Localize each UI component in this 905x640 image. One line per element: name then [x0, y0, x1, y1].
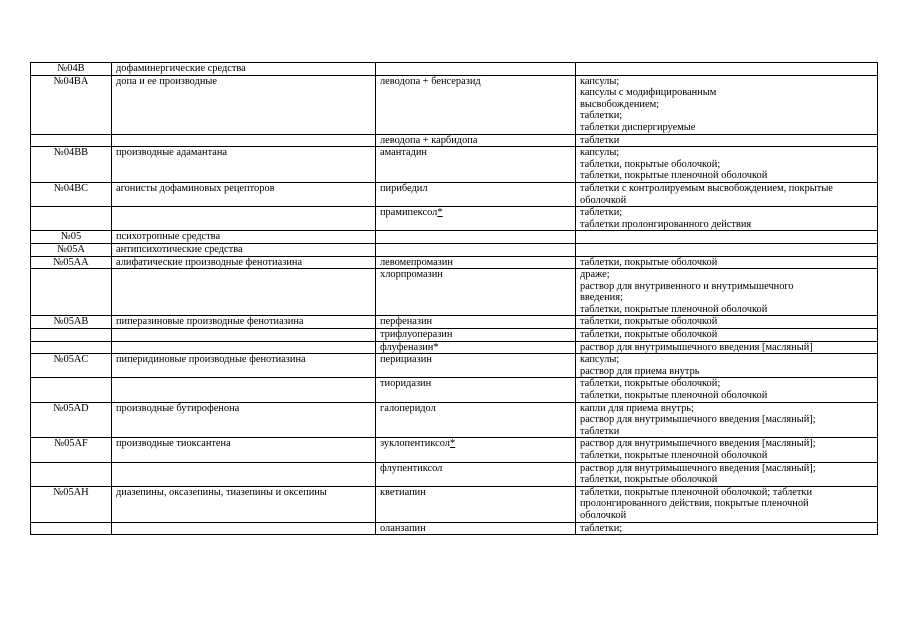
drug-name: флуфеназин [380, 341, 434, 353]
dosage-form-cell [576, 486, 878, 522]
dosage-form-cell [576, 402, 878, 438]
atc-code-cell [31, 462, 112, 486]
table-row [31, 134, 878, 147]
dosage-form-cell [576, 269, 878, 316]
dosage-form-cell [576, 354, 878, 378]
atc-code-cell: №05AH [31, 486, 112, 522]
dosage-form-line: раствор для внутримышечного введения [масляный]; [580, 438, 816, 450]
anatomical-therapeutic-group-cell: пиперидиновые производные фенотиазина [112, 354, 376, 378]
dosage-form-line: пролонгированного действия, покрытые пленочной [580, 498, 809, 510]
drug-name-cell [376, 378, 576, 402]
drug-name-cell [376, 256, 576, 269]
dosage-form-line: капсулы; [580, 147, 620, 159]
drug-name-cell [376, 269, 576, 316]
dosage-form-line: капли для приема внутрь; [580, 402, 694, 414]
atc-code-cell: №05A [31, 243, 112, 256]
dosage-form-cell [576, 147, 878, 183]
atc-code-cell [31, 269, 112, 316]
dosage-form-line: таблетки, покрытые пленочной оболочкой; таблетки [580, 486, 813, 498]
drug-name-cell [376, 75, 576, 134]
drug-classification-table [30, 62, 878, 535]
anatomical-therapeutic-group-cell [112, 269, 376, 316]
dosage-form-cell [576, 231, 878, 244]
atc-code-cell: №05AD [31, 402, 112, 438]
dosage-form-line: таблетки; [580, 522, 623, 534]
drug-name: прамипексол [380, 207, 438, 219]
drug-name: тиоридазин [380, 378, 432, 390]
dosage-form-cell [576, 329, 878, 342]
asterisk-mark: * [437, 207, 443, 219]
drug-name: кветиапин [380, 486, 426, 498]
anatomical-therapeutic-group-cell: алифатические производные фенотиазина [112, 256, 376, 269]
drug-name: леводопа + карбидопа [380, 134, 478, 146]
dosage-form-line: таблетки, покрытые пленочной оболочкой [580, 303, 768, 315]
atc-code-cell [31, 207, 112, 231]
anatomical-therapeutic-group-cell: диазепины, оксазепины, тиазепины и оксепины [112, 486, 376, 522]
dosage-form-line: таблетки; [580, 110, 623, 122]
drug-name-cell [376, 63, 576, 76]
atc-code-cell [31, 134, 112, 147]
drug-name: перфеназин [380, 316, 433, 328]
atc-code-cell: №04BA [31, 75, 112, 134]
atc-code-cell: №04BB [31, 147, 112, 183]
table-row [31, 438, 878, 462]
drug-name-cell [376, 402, 576, 438]
dosage-form-line: капсулы с модифицированным [580, 87, 717, 99]
drug-name: амантадин [380, 147, 427, 159]
table-row [31, 486, 878, 522]
atc-code-cell: №04BC [31, 182, 112, 206]
table-row [31, 522, 878, 535]
dosage-form-line: таблетки, покрытые оболочкой; [580, 378, 721, 390]
dosage-form-line: таблетки пролонгированного действия [580, 218, 752, 230]
drug-name-cell [376, 243, 576, 256]
atc-code-cell: №05AF [31, 438, 112, 462]
anatomical-therapeutic-group-cell: агонисты дофаминовых рецепторов [112, 182, 376, 206]
anatomical-therapeutic-group-cell: антипсихотические средства [112, 243, 376, 256]
dosage-form-cell [576, 522, 878, 535]
dosage-form-line: раствор для внутримышечного введения [масляный] [580, 341, 813, 353]
drug-name: левомепромазин [380, 256, 453, 268]
dosage-form-cell [576, 438, 878, 462]
drug-name: трифлуоперазин [380, 329, 453, 341]
drug-name-cell [376, 316, 576, 329]
drug-name: оланзапин [380, 522, 426, 534]
drug-name-cell [376, 329, 576, 342]
drug-name-cell [376, 462, 576, 486]
drug-name-cell [376, 182, 576, 206]
dosage-form-line: таблетки [580, 134, 620, 146]
atc-code-cell: №05 [31, 231, 112, 244]
dosage-form-line: высвобождением; [580, 98, 660, 110]
dosage-form-line: оболочкой [580, 509, 627, 521]
dosage-form-line: введения; [580, 292, 623, 304]
dosage-form-line: раствор для внутримышечного введения [масляный]; [580, 414, 816, 426]
dosage-form-line: драже; [580, 269, 610, 281]
dosage-form-line: таблетки, покрытые оболочкой [580, 474, 718, 486]
atc-code-cell: №04B [31, 63, 112, 76]
drug-name: леводопа + бенсеразид [380, 75, 481, 87]
dosage-form-line: раствор для приема внутрь [580, 365, 700, 377]
atc-code-cell [31, 522, 112, 535]
dosage-form-cell [576, 256, 878, 269]
drug-name: флупентиксол [380, 462, 443, 474]
dosage-form-cell [576, 316, 878, 329]
table-row [31, 231, 878, 244]
anatomical-therapeutic-group-cell: психотропные средства [112, 231, 376, 244]
dosage-form-line: таблетки, покрытые оболочкой; [580, 158, 721, 170]
drug-name-cell [376, 486, 576, 522]
drug-name: перициазин [380, 354, 432, 366]
asterisk-mark: * [450, 438, 456, 450]
anatomical-therapeutic-group-cell [112, 329, 376, 342]
atc-code-cell [31, 341, 112, 354]
dosage-form-line: капсулы; [580, 75, 620, 87]
anatomical-therapeutic-group-cell [112, 462, 376, 486]
anatomical-therapeutic-group-cell [112, 134, 376, 147]
drug-name-cell [376, 438, 576, 462]
dosage-form-line: таблетки, покрытые оболочкой [580, 329, 718, 341]
dosage-form-cell [576, 63, 878, 76]
table-row [31, 207, 878, 231]
table-row [31, 243, 878, 256]
anatomical-therapeutic-group-cell [112, 207, 376, 231]
dosage-form-line: таблетки, покрытые пленочной оболочкой [580, 450, 768, 461]
anatomical-therapeutic-group-cell: производные тиоксантена [112, 438, 376, 462]
atc-code-cell: №05AA [31, 256, 112, 269]
dosage-form-cell [576, 462, 878, 486]
dosage-form-line: таблетки, покрытые пленочной оболочкой [580, 170, 768, 182]
dosage-form-cell [576, 182, 878, 206]
table-row [31, 182, 878, 206]
dosage-form-cell [576, 378, 878, 402]
dosage-form-cell [576, 134, 878, 147]
table-row [31, 341, 878, 354]
dosage-form-line: таблетки с контролируемым высвобождением, покрытые [580, 182, 833, 194]
atc-code-cell: №05AB [31, 316, 112, 329]
drug-name: галоперидол [380, 402, 436, 414]
drug-name: зуклопентиксол [380, 438, 450, 450]
drug-name: пирибедил [380, 182, 428, 194]
atc-code-cell [31, 329, 112, 342]
anatomical-therapeutic-group-cell: пиперазиновые производные фенотиазина [112, 316, 376, 329]
dosage-form-line: раствор для внутримышечного введения [масляный]; [580, 462, 816, 474]
atc-code-cell: №05AC [31, 354, 112, 378]
dosage-form-line: капсулы; [580, 354, 620, 366]
anatomical-therapeutic-group-cell [112, 341, 376, 354]
dosage-form-cell [576, 75, 878, 134]
drug-name-cell [376, 231, 576, 244]
dosage-form-cell [576, 341, 878, 354]
table-row [31, 329, 878, 342]
drug-name-cell [376, 341, 576, 354]
anatomical-therapeutic-group-cell: дофаминергические средства [112, 63, 376, 76]
drug-name-cell [376, 134, 576, 147]
atc-code-cell [31, 378, 112, 402]
anatomical-therapeutic-group-cell: производные адамантана [112, 147, 376, 183]
table-row [31, 147, 878, 183]
asterisk-mark: * [433, 341, 439, 353]
drug-name-cell [376, 522, 576, 535]
table-row [31, 378, 878, 402]
anatomical-therapeutic-group-cell [112, 378, 376, 402]
table-row [31, 269, 878, 316]
table-body [31, 63, 878, 535]
dosage-form-line: таблетки; [580, 207, 623, 219]
table-row [31, 256, 878, 269]
table-row [31, 462, 878, 486]
dosage-form-cell [576, 243, 878, 256]
dosage-form-line: таблетки, покрытые оболочкой [580, 316, 718, 328]
dosage-form-line: таблетки диспергируемые [580, 121, 696, 133]
dosage-form-line: таблетки, покрытые оболочкой [580, 256, 718, 268]
table-row [31, 316, 878, 329]
table-row [31, 354, 878, 378]
dosage-form-line: оболочкой [580, 194, 627, 206]
anatomical-therapeutic-group-cell: допа и ее производные [112, 75, 376, 134]
drug-name-cell [376, 354, 576, 378]
anatomical-therapeutic-group-cell: производные бутирофенона [112, 402, 376, 438]
drug-name: хлорпромазин [380, 269, 443, 281]
drug-name-cell [376, 207, 576, 231]
table-row [31, 63, 878, 76]
dosage-form-line: таблетки [580, 425, 620, 437]
dosage-form-line: раствор для внутривенного и внутримышечного [580, 280, 794, 292]
dosage-form-cell [576, 207, 878, 231]
drug-name-cell [376, 147, 576, 183]
table-row [31, 402, 878, 438]
table-row [31, 75, 878, 134]
dosage-form-line: таблетки, покрытые пленочной оболочкой [580, 390, 768, 402]
anatomical-therapeutic-group-cell [112, 522, 376, 535]
